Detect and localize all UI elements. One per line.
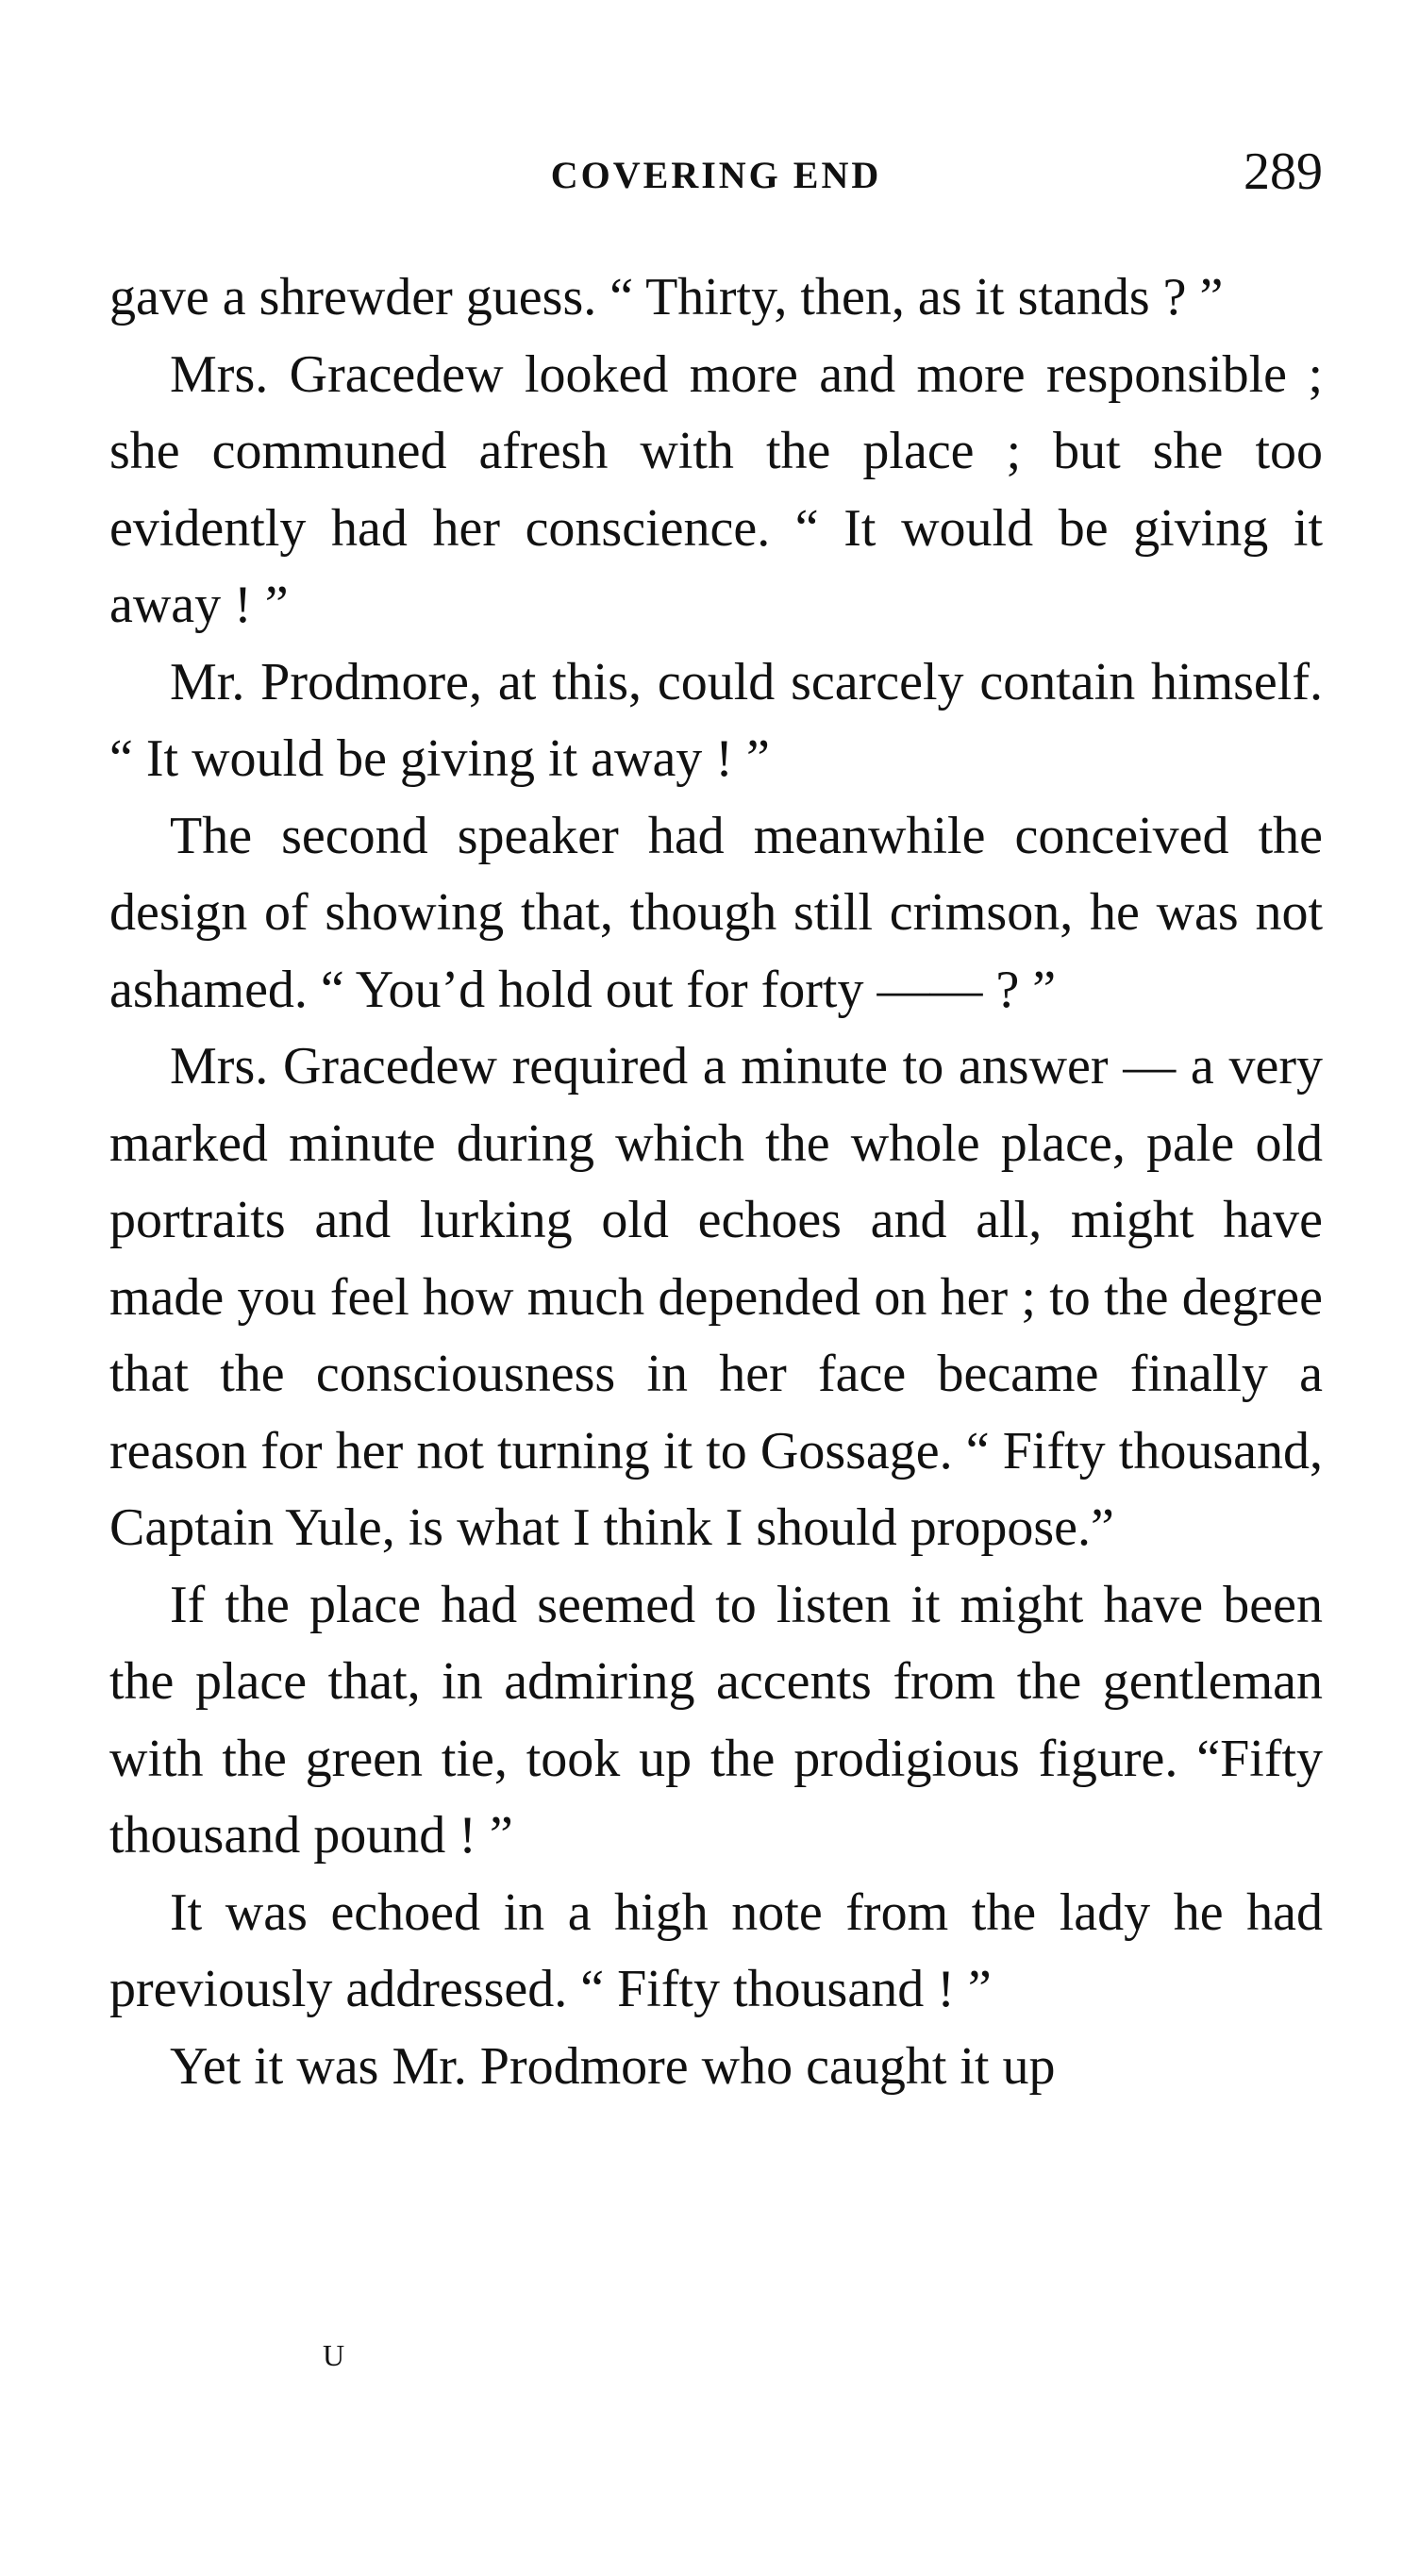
paragraph: Mrs. Gracedew looked more and more responsible ; she communed afresh with the place ; but she too evidently had her conscience. “ It would be giving it away ! ” bbox=[109, 344, 1323, 634]
page-number: 289 bbox=[1244, 142, 1323, 201]
paragraph: If the place had seemed to listen it might have been the place that, in admiring accents from the gentleman with the green tie, took up the prodigious figure. “Fifty thousand pound ! ” bbox=[109, 1575, 1323, 1865]
paragraph: Mrs. Gracedew required a minute to answer — a very marked minute during which the whole place, pale old portraits and lurking old echoes and all, might have made you feel how much depended on her ; to the degree that the consciousness in her face became finally a reason for her not turning it to Gossage. “ Fifty thousand, Captain Yule, is what I think I should propose.” bbox=[109, 1037, 1323, 1557]
paragraph: Mr. Prodmore, at this, could scarcely contain himself. “ It would be giving it away ! ” bbox=[109, 652, 1323, 788]
running-title: COVERING END bbox=[550, 154, 882, 196]
paragraph: Yet it was Mr. Prodmore who caught it up bbox=[170, 2036, 1056, 2096]
body-text bbox=[109, 259, 1323, 2105]
paragraph: The second speaker had meanwhile conceived the design of showing that, though still crimson, he was not ashamed. “ You’d hold out for forty —— ? ” bbox=[109, 806, 1323, 1019]
paragraph: gave a shrewder guess. “ Thirty, then, as it stands ? ” bbox=[109, 268, 1224, 326]
signature-mark: U bbox=[323, 2338, 346, 2372]
running-head bbox=[109, 142, 1323, 208]
paragraph: It was echoed in a high note from the lady he had previously addressed. “ Fifty thousand ! ” bbox=[109, 1882, 1323, 2018]
